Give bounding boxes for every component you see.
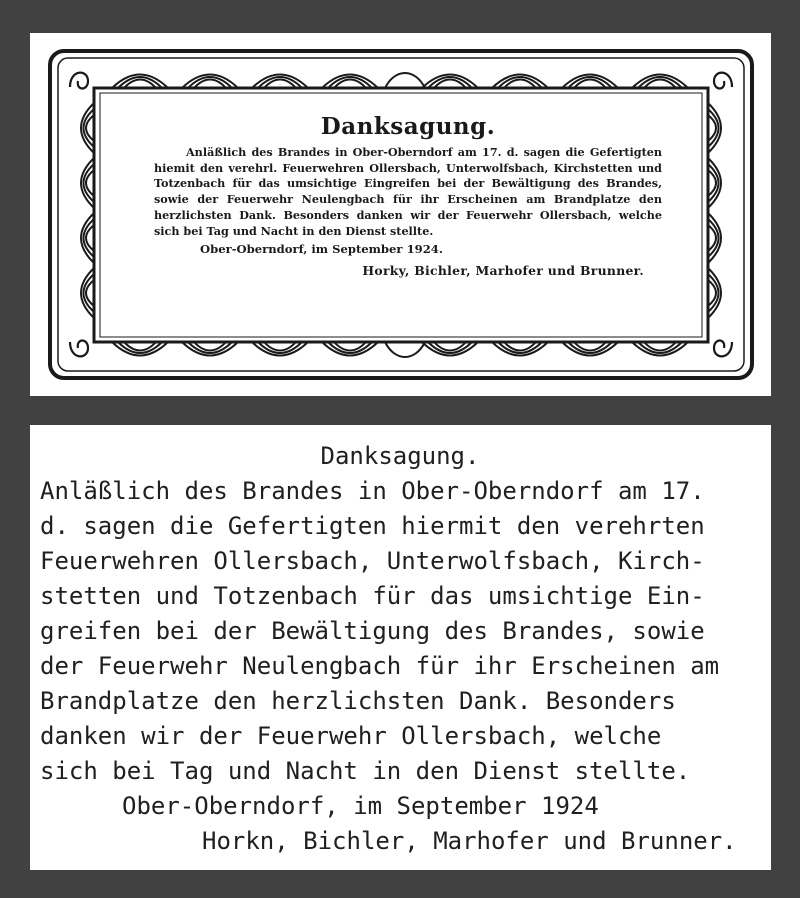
clipping-title: Danksagung. (320, 113, 496, 140)
clipping-signatories: Horky, Bichler, Marhofer und Brunner. (362, 263, 644, 279)
clipping-text-block (142, 113, 662, 278)
newspaper-clipping-image (30, 33, 771, 396)
transcription-title: Danksagung. (320, 442, 480, 470)
clipping-place-date: Ober-Oberndorf, im September 1924. (200, 242, 443, 257)
transcription-line: Feuerwehren Ollersbach, Unterwolfsbach, Kirch- (40, 547, 705, 575)
transcription-line: greifen bei der Bewältigung des Brandes, sowie (40, 617, 705, 645)
transcription-panel (30, 425, 771, 870)
transcription-line: stetten und Totzenbach für das umsichtige Ein- (40, 582, 705, 610)
clipping-body: Anläßlich des Brandes in Ober-Oberndorf am 17. d. sagen die Gefertigten hiemit den verehrl. Feuerwehren Ollersbach, Unterwolfsbach, Kirchstetten und Totzenbach für das umsichtige Eingreifen bei der Bewältigung des Brandes, sowie der Feuerwehr Neulengbach für ihr Erscheinen am Brandplatze den herzlichsten Dank. Besonders danken wir der Feuerwehr Ollersbach, welche sich bei Tag und Nacht in den Dienst stellte. (154, 145, 662, 238)
transcription-line: sich bei Tag und Nacht in den Dienst stellte. (40, 757, 691, 785)
transcription-place-date: Ober-Oberndorf, im September 1924 (122, 792, 599, 820)
transcription-line: danken wir der Feuerwehr Ollersbach, welche (40, 722, 662, 750)
transcription-line: d. sagen die Gefertigten hiermit den verehrten (40, 512, 705, 540)
transcription-line: Anläßlich des Brandes in Ober-Oberndorf am 17. (40, 477, 705, 505)
transcription-signatories: Horkn, Bichler, Marhofer und Brunner. (202, 827, 737, 855)
transcription-line: der Feuerwehr Neulengbach für ihr Erscheinen am (40, 652, 720, 680)
transcription-line: Brandplatze den herzlichsten Dank. Besonders (40, 687, 676, 715)
